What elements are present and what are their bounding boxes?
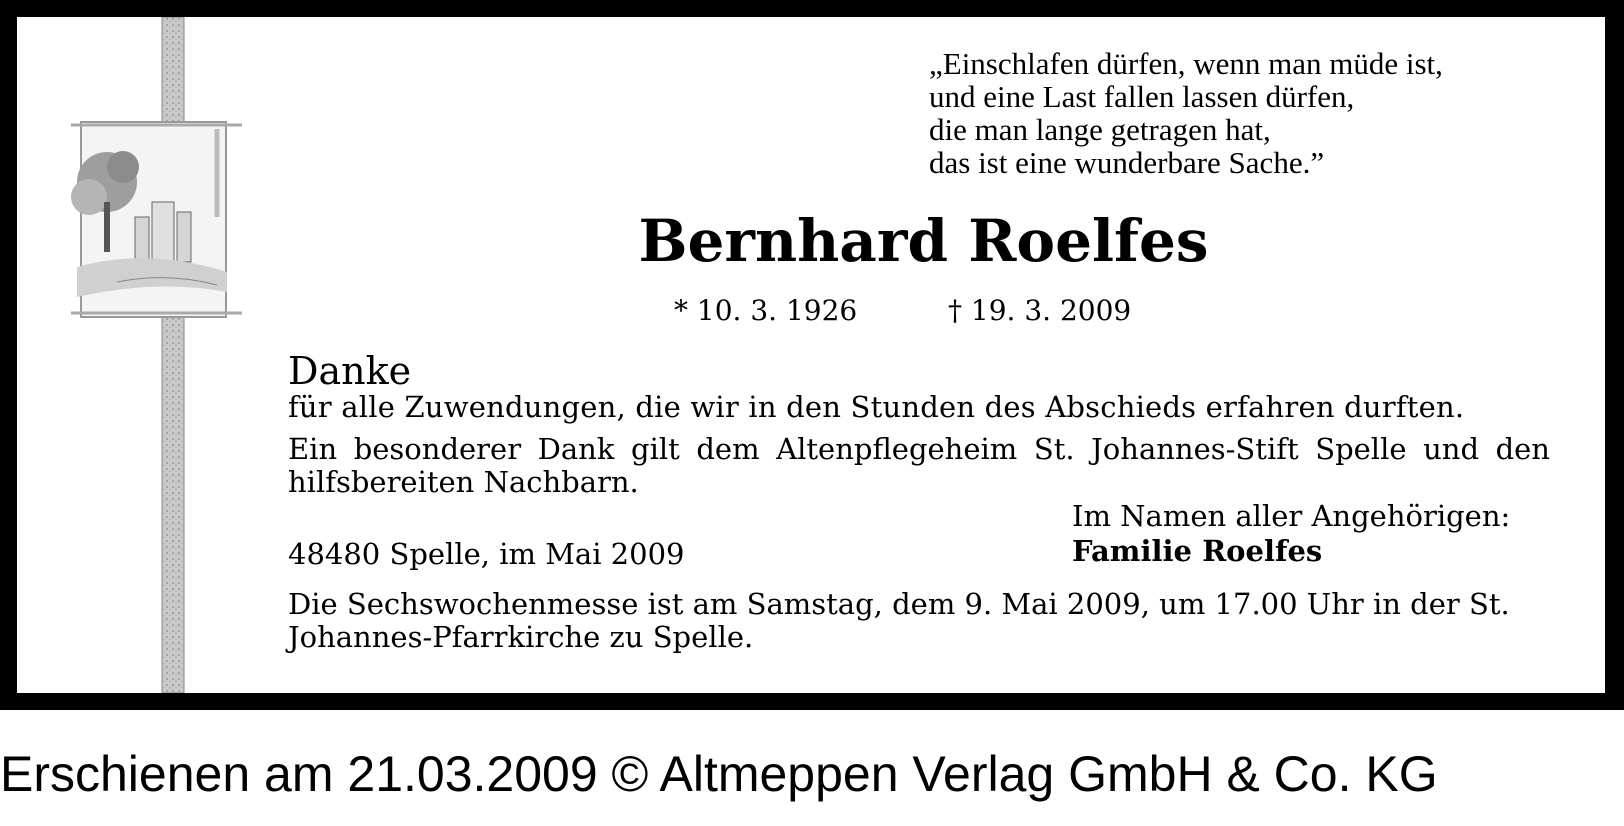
quote-line: die man lange getragen hat, <box>929 112 1271 147</box>
thanks-heading: Danke <box>288 349 412 393</box>
quote-line: das ist eine wunderbare Sache.” <box>929 145 1325 180</box>
publication-footer: Erschienen am 21.03.2009 © Altmeppen Verlag GmbH & Co. KG <box>0 746 1438 802</box>
cross-illustration <box>57 17 257 693</box>
family-name: Familie Roelfes <box>1072 534 1323 568</box>
mass-notice: Die Sechswochenmesse ist am Samstag, dem 9. Mai 2009, um 17.00 Uhr in der St. Johannes-Pfarrkirche zu Spelle. <box>288 587 1510 654</box>
signature-family <box>1072 534 1510 569</box>
deceased-name: Bernhard Roelfes <box>638 207 1209 275</box>
death-date: † 19. 3. 2009 <box>948 294 1132 327</box>
notice-content <box>17 17 1605 693</box>
place-date: 48480 Spelle, im Mai 2009 <box>288 537 685 571</box>
quote-line: „Einschlafen dürfen, wenn man müde ist, <box>929 46 1443 81</box>
quote-block <box>929 47 1443 179</box>
signature-intro: Im Namen aller Angehörigen: <box>1072 499 1511 533</box>
quote-line: und eine Last fallen lassen dürfen, <box>929 79 1355 114</box>
thanks-line: für alle Zuwendungen, die wir in den Stunden des Abschieds erfahren durften. <box>288 390 1465 424</box>
signature-block <box>1072 499 1510 569</box>
special-thanks-paragraph: Ein besonderer Dank gilt dem Altenpflegeheim St. Johannes-Stift Spelle und den hilfsbereiten Nachbarn. <box>288 432 1550 499</box>
birth-date: * 10. 3. 1926 <box>674 294 858 327</box>
